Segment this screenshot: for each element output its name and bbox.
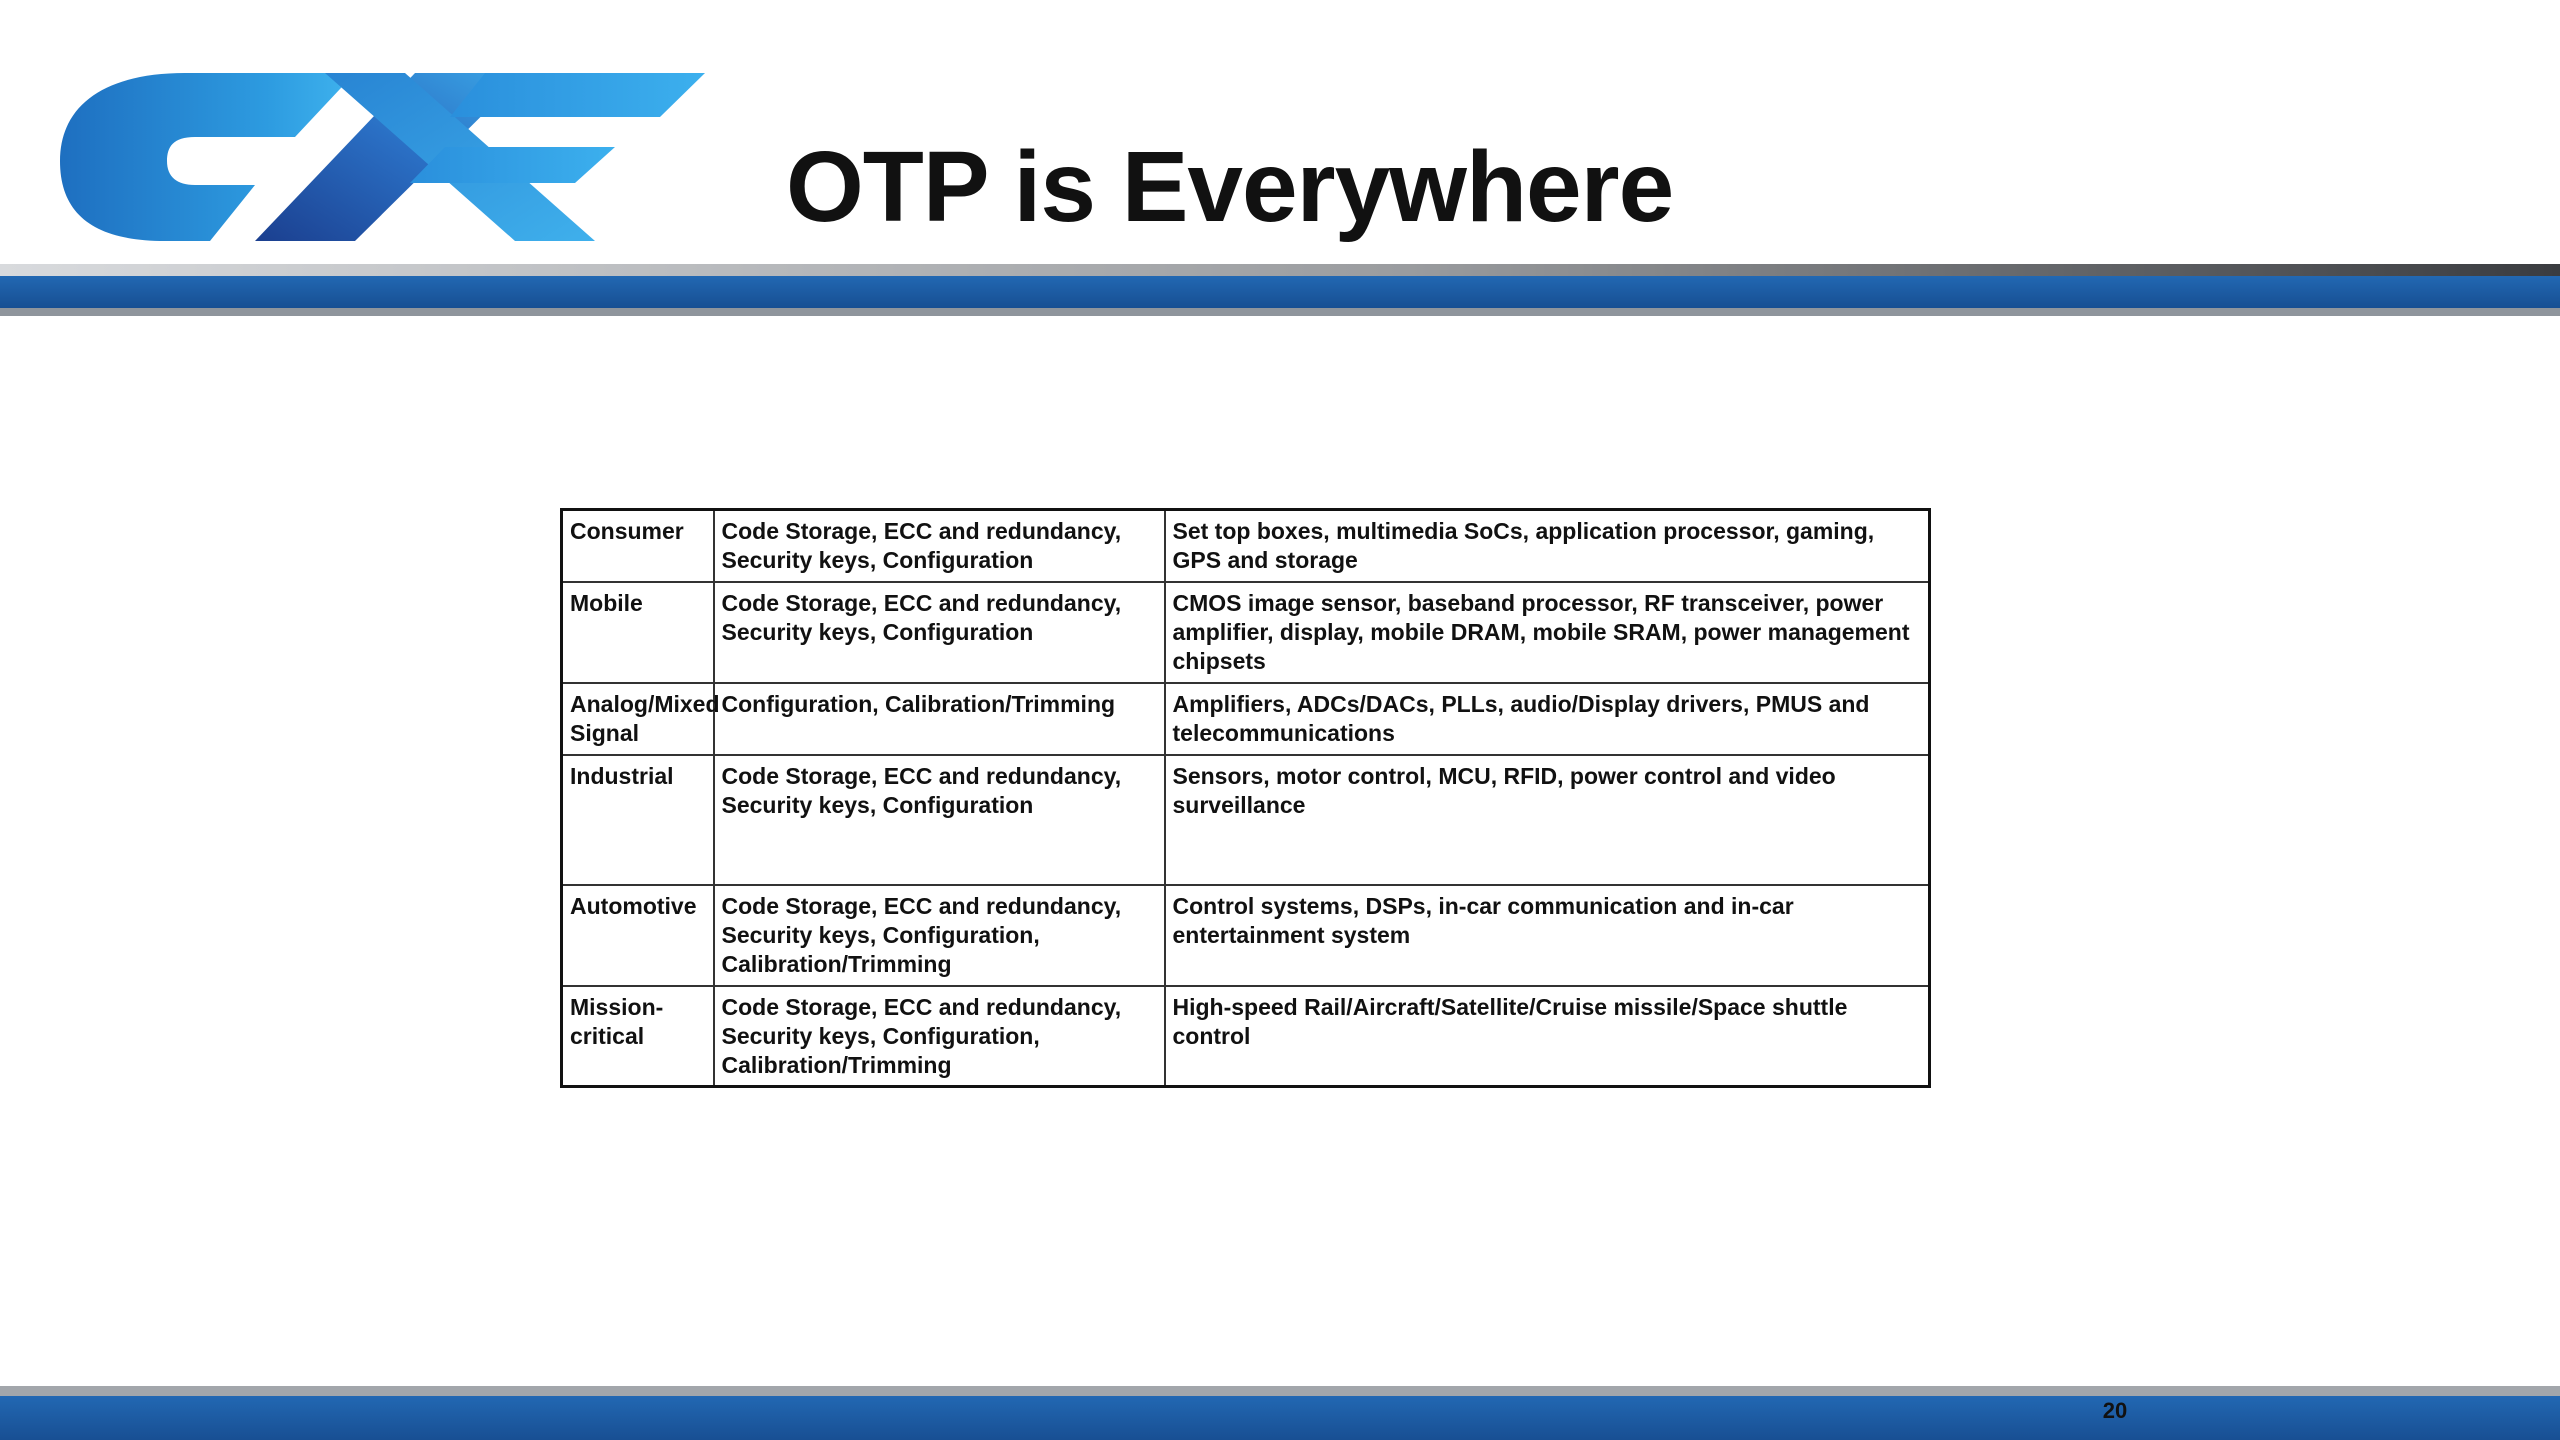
header-bar [0,264,2560,316]
company-logo [55,65,705,250]
footer-bar [0,1386,2560,1440]
segment-cell: Mission-critical [562,986,714,1087]
table-row [562,510,1930,582]
segment-cell: Analog/Mixed Signal [562,683,714,755]
segment-cell: Industrial [562,755,714,885]
segment-cell: Consumer [562,510,714,582]
segment-cell: Automotive [562,885,714,986]
applications-cell: CMOS image sensor, baseband processor, RF transceiver, power amplifier, display, mobile DRAM, mobile SRAM, power management chipsets [1165,582,1930,683]
applications-cell: Sensors, motor control, MCU, RFID, power control and video surveillance [1165,755,1930,885]
table-row [562,683,1930,755]
uses-cell: Configuration, Calibration/Trimming [714,683,1165,755]
applications-cell: High-speed Rail/Aircraft/Satellite/Cruise missile/Space shuttle control [1165,986,1930,1087]
page-number: 20 [2102,1398,2128,1423]
table-row [562,582,1930,683]
segment-cell: Mobile [562,582,714,683]
table-row [562,986,1930,1087]
uses-cell: Code Storage, ECC and redundancy, Security keys, Configuration [714,510,1165,582]
slide-title: OTP is Everywhere [786,131,1674,243]
uses-cell: Code Storage, ECC and redundancy, Security keys, Configuration [714,755,1165,885]
otp-applications-table [560,508,1931,1088]
applications-cell: Control systems, DSPs, in-car communication and in-car entertainment system [1165,885,1930,986]
table-row [562,885,1930,986]
table-row [562,755,1930,885]
uses-cell: Code Storage, ECC and redundancy, Security keys, Configuration [714,582,1165,683]
uses-cell: Code Storage, ECC and redundancy, Security keys, Configuration, Calibration/Trimming [714,885,1165,986]
applications-cell: Amplifiers, ADCs/DACs, PLLs, audio/Display drivers, PMUS and telecommunications [1165,683,1930,755]
uses-cell: Code Storage, ECC and redundancy, Security keys, Configuration, Calibration/Trimming [714,986,1165,1087]
applications-cell: Set top boxes, multimedia SoCs, application processor, gaming, GPS and storage [1165,510,1930,582]
